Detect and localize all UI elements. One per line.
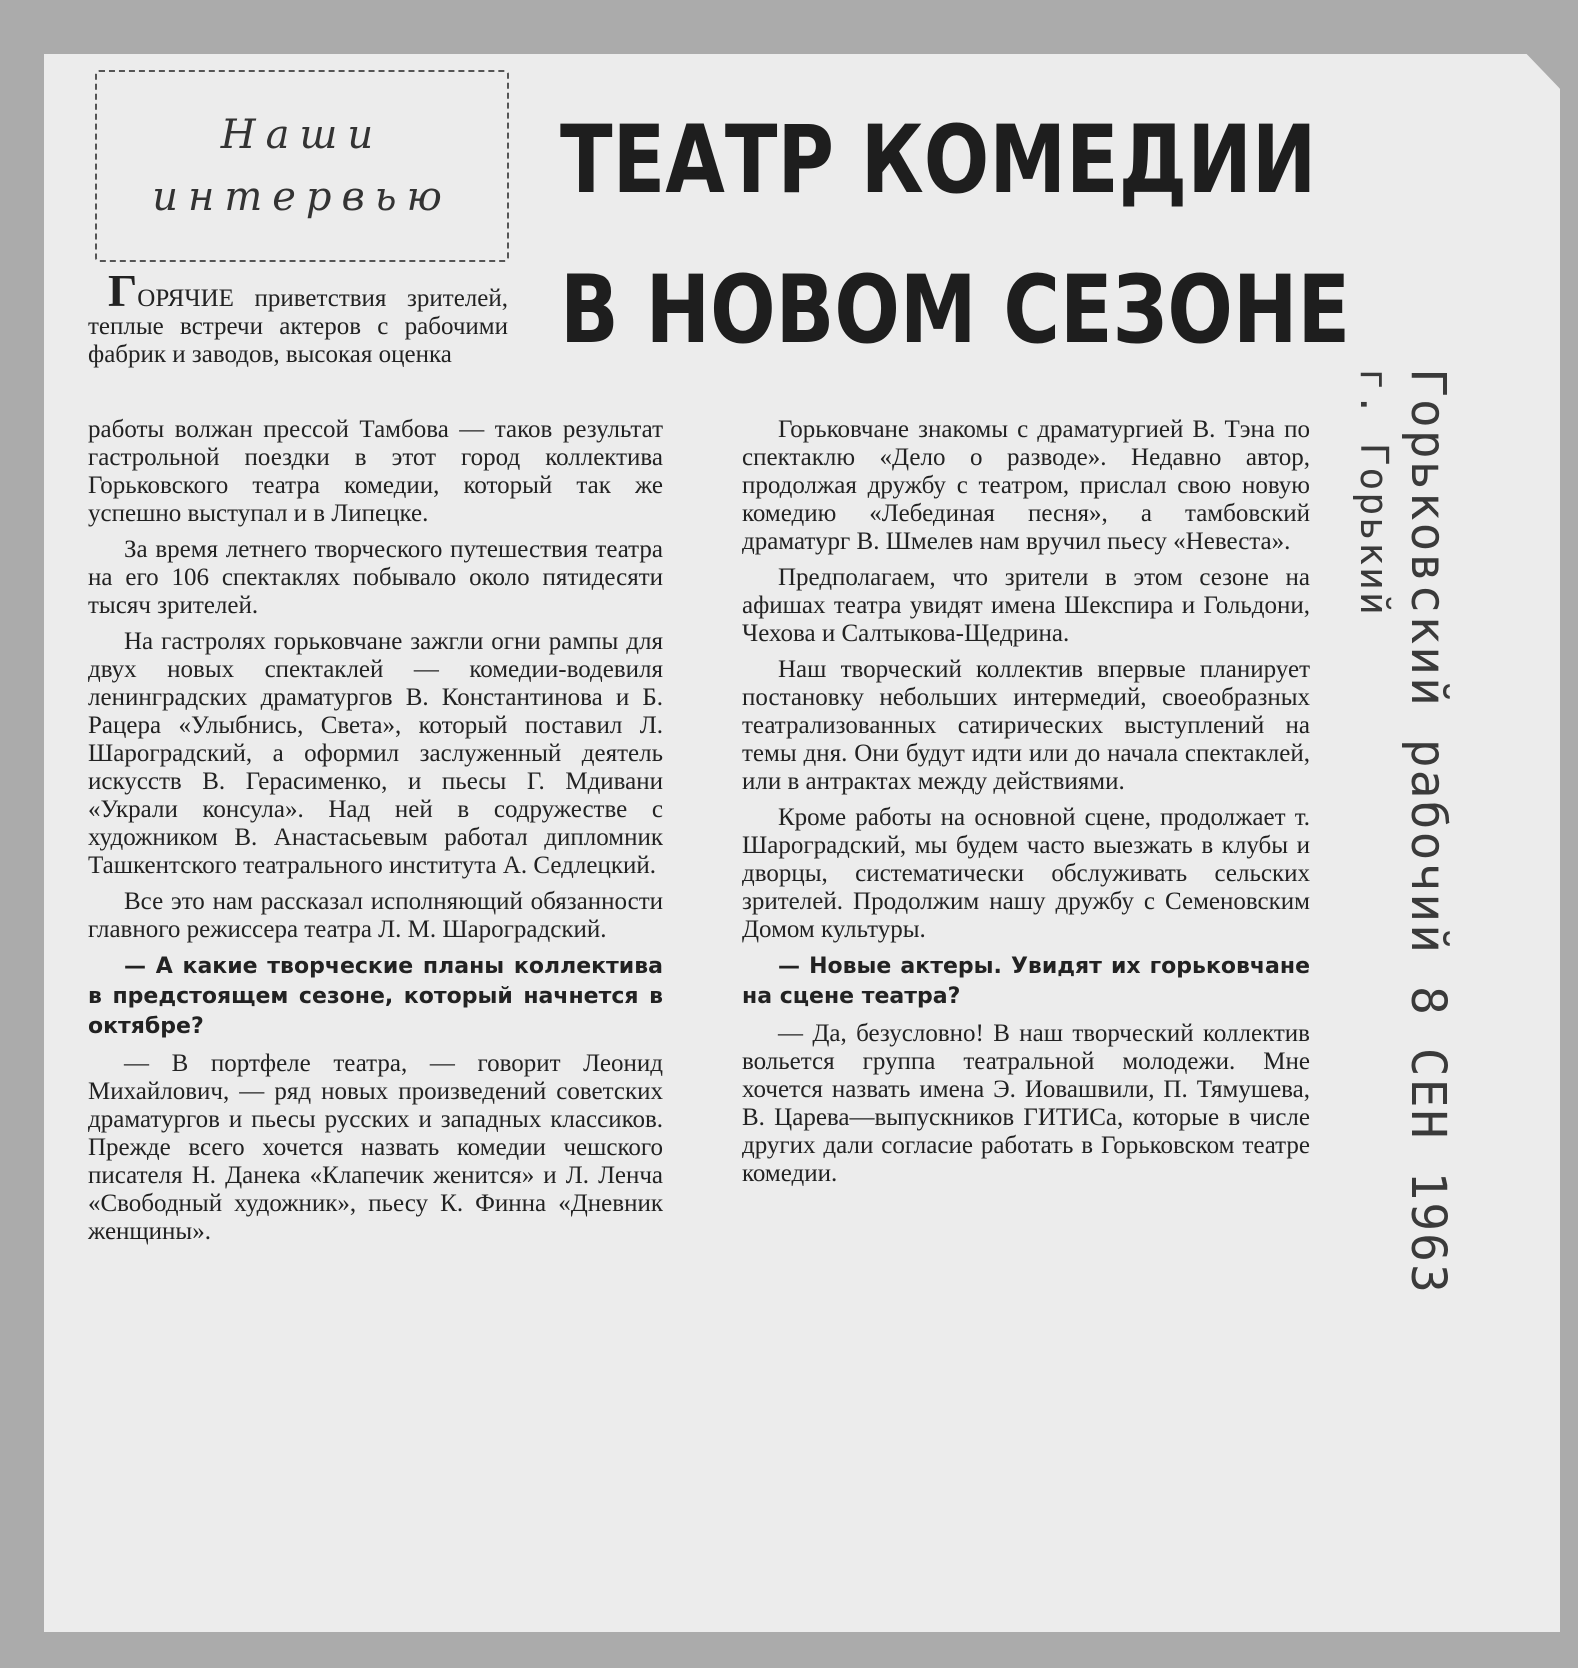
article-column-right <box>742 416 1310 1196</box>
rubric-box <box>95 70 509 262</box>
answer-2: — Да, безусловно! В наш творческий коллектив вольется группа театральной молодежи. Мне хочется назвать имена Э. Иовашвили, П. Тямушева, В. Царева—выпускников ГИТИСа, которые в числе других дали согласие работать в Горьковском театре комедии. <box>742 1020 1310 1187</box>
headline <box>560 86 1351 386</box>
rubric-line-1: Наши <box>220 112 384 158</box>
paragraph: На гастролях горьковчане зажгли огни рампы для двух новых спектаклей — комедии-водевиля ленинградских драматургов В. Константинова и Б. Рацера «Улыбнись, Света», который поставил Л. Шароградский, а оформил заслуженный деятель искусств В. Герасименко, и пьесы Г. Мдивани «Украли консула». Над ней в содружестве с художником В. Анастасьевым работал дипломник Ташкентского театрального института А. Седлецкий. <box>88 628 663 879</box>
answer-1: — В портфеле театра, — говорит Леонид Михайлович, — ряд новых произведений советских драматургов и пьесы русских и западных классиков. Прежде всего хочется назвать комедии чешского писателя Н. Данека «Клапечик женится» и Л. Ленча «Свободный художник», пьесу К. Финна «Дневник женщины». <box>88 1050 663 1245</box>
newspaper-stamp <box>1340 368 1460 1295</box>
article-column-left <box>88 416 663 1254</box>
paragraph: работы волжан прессой Тамбова — таков результат гастрольной поездки в этот город коллектива Горьковского театра комедии, который так же успешно выступал и в Липецке. <box>88 416 663 527</box>
paragraph: Горьковчане знакомы с драматургией В. Тэна по спектаклю «Дело о разводе». Недавно автор, продолжая дружбу с театром, прислал свою новую комедию «Лебединая песня», а тамбовский драматург В. Шмелев нам вручил пьесу «Невеста». <box>742 416 1310 555</box>
paragraph: Предполагаем, что зрители в этом сезоне на афишах театра увидят имена Шекспира и Гольдони, Чехова и Салтыкова-Щедрина. <box>742 564 1310 647</box>
paragraph: Кроме работы на основной сцене, продолжает т. Шароградский, мы будем часто выезжать в клубы и дворцы, систематически обслуживать сельских зрителей. Продолжим нашу дружбу с Семеновским Домом культуры. <box>742 804 1310 943</box>
lead-text: ОРЯЧИЕ приветствия зрителей, теплые встречи актеров с рабочими фабрик и заводов, высокая оценка <box>88 285 508 368</box>
question-2: — Новые актеры. Увидят их горьковчане на сцене театра? <box>742 954 1310 1009</box>
paragraph: Все это нам рассказал исполняющий обязанности главного режиссера театра Л. М. Шароградский. <box>88 888 663 943</box>
lead-paragraph <box>88 265 508 369</box>
drop-cap: Г <box>108 265 138 316</box>
article-lead <box>88 265 508 377</box>
question-1: — А какие творческие планы коллектива в предстоящем сезоне, который начнется в октябре? <box>88 954 663 1039</box>
headline-line-1: ТЕАТР КОМЕДИИ <box>560 106 1317 215</box>
stamp-city: г. Горький <box>1352 368 1396 617</box>
paragraph: За время летнего творческого путешествия театра на его 106 спектаклях побывало около пятидесяти тысяч зрителей. <box>88 536 663 619</box>
stamp-newspaper-date: Горьковский рабочий 8 СЕН 1963 <box>1400 368 1456 1295</box>
paragraph: Наш творческий коллектив впервые планирует постановку небольших интермедий, своеобразных театрализованных сатирических выступлений на темы дня. Они будут идти или до начала спектаклей, или в антрактах между действиями. <box>742 656 1310 795</box>
headline-line-2: В НОВОМ СЕЗОНЕ <box>560 256 1351 365</box>
rubric-line-2: интервью <box>152 174 452 220</box>
